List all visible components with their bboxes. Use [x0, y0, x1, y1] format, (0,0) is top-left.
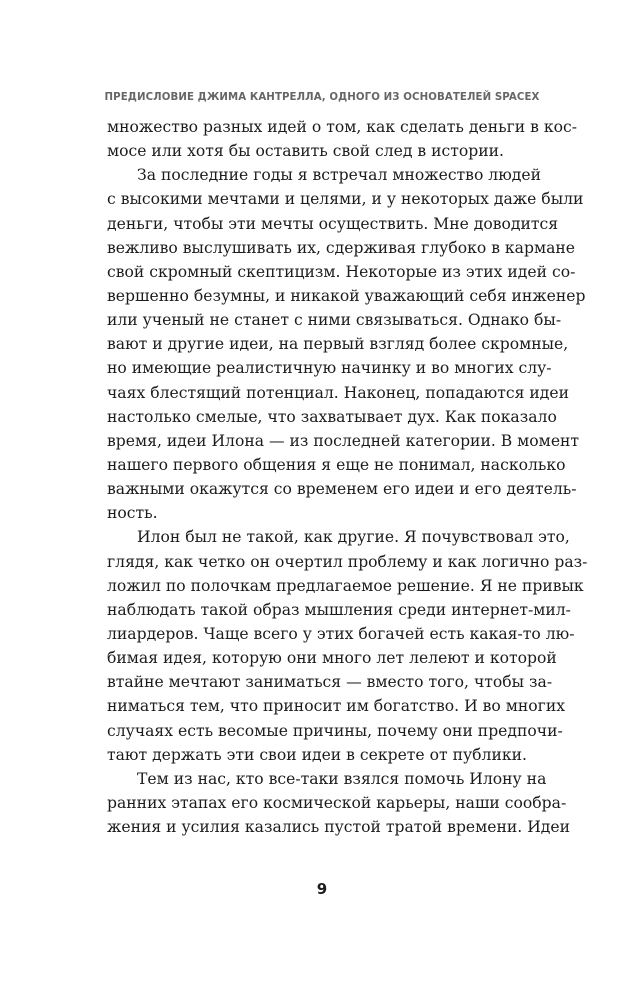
text-line: деньги, чтобы эти мечты осуществить. Мне доводится: [107, 214, 559, 233]
text-line: множество разных идей о том, как сделать деньги в кос-: [107, 118, 577, 136]
page-number: 9: [316, 880, 328, 898]
text-line: мосе или хотя бы оставить свой след в истории.: [107, 142, 505, 161]
text-line: вершенно безумны, и никакой уважающий себя инженер: [107, 286, 586, 305]
text-line: вают и другие идеи, на первый взгляд более скромные,: [107, 335, 569, 354]
text-line: втайне мечтают заниматься — вместо того, чтобы за-: [107, 673, 553, 692]
text-line: чаях блестящий потенциал. Наконец, попадаются идеи: [107, 383, 570, 402]
text-line: жения и усилия казались пустой тратой времени. Идеи: [107, 818, 571, 837]
running-header: ПРЕДИСЛОВИЕ ДЖИМА КАНТРЕЛЛА, ОДНОГО ИЗ ОСНОВАТЕЛЕЙ SPACEX: [104, 92, 540, 103]
text-line: важными окажутся со временем его идеи и его деятель-: [107, 480, 577, 499]
text-line: или ученый не станет с ними связываться. Однако бы-: [107, 311, 562, 330]
text-line: случаях есть весомые причины, почему они предпочи-: [107, 721, 563, 740]
text-line: глядя, как четко он очертил проблему и как логично раз-: [107, 552, 588, 571]
paragraph: [107, 115, 577, 163]
text-line: ранних этапах его космической карьеры, наши сообра-: [107, 793, 567, 812]
text-line: ложил по полочкам предлагаемое решение. Я не привык: [107, 576, 584, 595]
text-line: ность.: [107, 504, 158, 523]
text-line: лиардеров. Чаще всего у этих богачей есть какая-то лю-: [107, 624, 575, 643]
text-line: бимая идея, которую они много лет лелеют и которой: [107, 649, 557, 668]
text-line: За последние годы я встречал множество людей: [137, 166, 542, 185]
text-line: ниматься тем, что приносит им богатство. И во многих: [107, 697, 566, 716]
text-line: нашего первого общения я еще не понимал, насколько: [107, 455, 566, 474]
body-text: [107, 115, 588, 839]
paragraph: [107, 767, 571, 839]
text-line: с высокими мечтами и целями, и у некоторых даже были: [107, 190, 584, 209]
paragraph: [107, 163, 586, 525]
text-line: но имеющие реалистичную начинку и во многих слу-: [107, 359, 552, 378]
text-line: настолько смелые, что захватывает дух. Как показало: [107, 407, 557, 426]
text-line: тают держать эти свои идеи в секрете от публики.: [107, 745, 527, 764]
text-line: Тем из нас, кто все-таки взялся помочь Илону на: [137, 769, 547, 788]
paragraph: [107, 525, 588, 766]
text-line: вежливо выслушивать их, сдерживая глубоко в кармане: [107, 238, 576, 257]
text-line: время, идеи Илона — из последней категории. В момент: [107, 431, 580, 450]
text-line: свой скромный скептицизм. Некоторые из этих идей со-: [107, 262, 576, 281]
text-line: Илон был не такой, как другие. Я почувствовал это,: [137, 528, 570, 547]
text-line: наблюдать такой образ мышления среди интернет-мил-: [107, 600, 571, 619]
